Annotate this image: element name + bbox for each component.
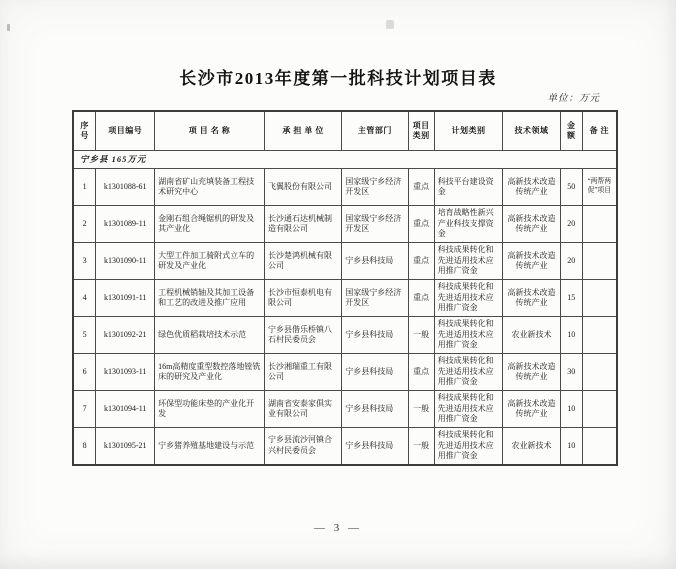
cell-supervising-dept: 宁乡县科技局 [342, 317, 408, 354]
unit-note: 单位：万元 [547, 94, 600, 104]
cell-tech-field: 高新技术改造传统产业 [503, 354, 561, 391]
table-row [73, 428, 617, 465]
cell-note [582, 206, 617, 243]
cell-plan-category: 科技成果转化和先进适用技术应用推广资金 [434, 354, 503, 391]
cell-project-name: 工程机械销轴及其加工设备和工艺的改进及推广应用 [155, 280, 265, 317]
header-dept: 主管部门 [342, 111, 408, 151]
cell-project-name: 绿色优质稻栽培技术示范 [155, 317, 265, 354]
cell-plan-category: 科技成果转化和先进适用技术应用推广资金 [434, 243, 503, 280]
cell-tech-field: 高新技术改造传统产业 [503, 206, 561, 243]
header-plan: 计划类别 [434, 111, 503, 151]
cell-seq-no: 3 [73, 243, 96, 280]
cell-tech-field: 农业新技术 [503, 317, 561, 354]
cell-amount: 10 [560, 428, 582, 465]
cell-undertaking-unit: 宁乡县偕乐桥镇八石村民委员会 [264, 317, 341, 354]
scan-artifact [386, 20, 394, 29]
header-no: 序号 [73, 111, 96, 151]
cell-amount: 20 [560, 206, 582, 243]
table-row [73, 391, 617, 428]
table-row [73, 317, 617, 354]
cell-supervising-dept: 宁乡县科技局 [342, 428, 408, 465]
projects-table [72, 110, 618, 466]
cell-undertaking-unit: 长沙楚鸿机械有限公司 [264, 243, 341, 280]
header-note: 备 注 [582, 111, 617, 151]
header-category: 项目类别 [408, 111, 434, 151]
cell-supervising-dept: 宁乡县科技局 [342, 354, 408, 391]
cell-note [582, 280, 617, 317]
header-amount: 金额 [560, 111, 582, 151]
cell-project-name: 湖南省矿山充填装备工程技术研究中心 [155, 169, 265, 206]
cell-supervising-dept: 国家级宁乡经济开发区 [342, 169, 408, 206]
table-row [73, 169, 617, 206]
cell-seq-no: 5 [73, 317, 96, 354]
cell-project-category: 一般 [408, 428, 434, 465]
cell-project-code: k1301093-11 [96, 354, 155, 391]
cell-amount: 50 [560, 169, 582, 206]
cell-seq-no: 1 [73, 169, 96, 206]
group-label: 宁乡县 165万元 [73, 151, 617, 169]
cell-plan-category: 科技平台建设资金 [434, 169, 503, 206]
cell-project-code: k1301090-11 [96, 243, 155, 280]
cell-project-category: 重点 [408, 243, 434, 280]
cell-amount: 30 [560, 354, 582, 391]
header-unit: 承 担 单 位 [264, 111, 341, 151]
cell-seq-no: 8 [73, 428, 96, 465]
page-number: — 3 — [314, 522, 362, 534]
cell-project-name: 宁乡猪养殖基地建设与示范 [155, 428, 265, 465]
cell-note [582, 317, 617, 354]
group-row-ningxiang [73, 151, 617, 169]
cell-project-code: k1301091-11 [96, 280, 155, 317]
cell-project-category: 重点 [408, 169, 434, 206]
cell-seq-no: 4 [73, 280, 96, 317]
header-field: 技术领域 [503, 111, 561, 151]
cell-amount: 15 [560, 280, 582, 317]
cell-undertaking-unit: 飞翼股份有限公司 [264, 169, 341, 206]
cell-note: “两帮两促”项目 [582, 169, 617, 206]
cell-project-category: 重点 [408, 280, 434, 317]
table-header-row [73, 111, 617, 151]
cell-project-category: 重点 [408, 354, 434, 391]
cell-project-code: k1301095-21 [96, 428, 155, 465]
cell-amount: 10 [560, 317, 582, 354]
cell-undertaking-unit: 宁乡县流沙河镇合兴村民委员会 [264, 428, 341, 465]
scan-artifact [7, 24, 10, 31]
cell-supervising-dept: 宁乡县科技局 [342, 243, 408, 280]
cell-undertaking-unit: 湖南省安泰家俱实业有限公司 [264, 391, 341, 428]
cell-undertaking-unit: 长沙湘瑞重工有限公司 [264, 354, 341, 391]
cell-project-name: 大型工件加工骑附式立车的研发及产业化 [155, 243, 265, 280]
cell-plan-category: 科技成果转化和先进适用技术应用推广资金 [434, 391, 503, 428]
cell-supervising-dept: 宁乡县科技局 [342, 391, 408, 428]
cell-project-code: k1301094-11 [96, 391, 155, 428]
cell-project-category: 一般 [408, 317, 434, 354]
cell-supervising-dept: 国家级宁乡经济开发区 [342, 206, 408, 243]
table-row [73, 243, 617, 280]
cell-project-category: 一般 [408, 391, 434, 428]
cell-tech-field: 高新技术改造传统产业 [503, 280, 561, 317]
cell-project-code: k1301088-61 [96, 169, 155, 206]
cell-plan-category: 培育战略性新兴产业科技支撑资金 [434, 206, 503, 243]
cell-tech-field: 高新技术改造传统产业 [503, 391, 561, 428]
cell-plan-category: 科技成果转化和先进适用技术应用推广资金 [434, 317, 503, 354]
cell-amount: 10 [560, 391, 582, 428]
table-row [73, 206, 617, 243]
cell-project-name: 环保型功能床垫的产业化开发 [155, 391, 265, 428]
header-code: 项目编号 [96, 111, 155, 151]
cell-seq-no: 2 [73, 206, 96, 243]
cell-tech-field: 农业新技术 [503, 428, 561, 465]
cell-project-name: 金刚石组合绳锯机的研发及其产业化 [155, 206, 265, 243]
table-row [73, 280, 617, 317]
cell-undertaking-unit: 长沙通石达机械制造有限公司 [264, 206, 341, 243]
cell-project-name: 16m高精度重型数控落地镗铣床的研究及产业化 [155, 354, 265, 391]
document-title: 长沙市2013年度第一批科技计划项目表 [179, 69, 497, 88]
cell-note [582, 243, 617, 280]
cell-supervising-dept: 国家级宁乡经济开发区 [342, 280, 408, 317]
cell-tech-field: 高新技术改造传统产业 [503, 169, 561, 206]
cell-plan-category: 科技成果转化和先进适用技术应用推广资金 [434, 428, 503, 465]
cell-project-code: k1301089-11 [96, 206, 155, 243]
cell-note [582, 428, 617, 465]
cell-seq-no: 7 [73, 391, 96, 428]
cell-undertaking-unit: 长沙市恒泰机电有限公司 [264, 280, 341, 317]
cell-note [582, 391, 617, 428]
header-name: 项 目 名 称 [155, 111, 265, 151]
cell-seq-no: 6 [73, 354, 96, 391]
cell-project-code: k1301092-21 [96, 317, 155, 354]
cell-plan-category: 科技成果转化和先进适用技术应用推广资金 [434, 280, 503, 317]
cell-note [582, 354, 617, 391]
table-row [73, 354, 617, 391]
cell-tech-field: 高新技术改造传统产业 [503, 243, 561, 280]
cell-project-category: 重点 [408, 206, 434, 243]
cell-amount: 20 [560, 243, 582, 280]
